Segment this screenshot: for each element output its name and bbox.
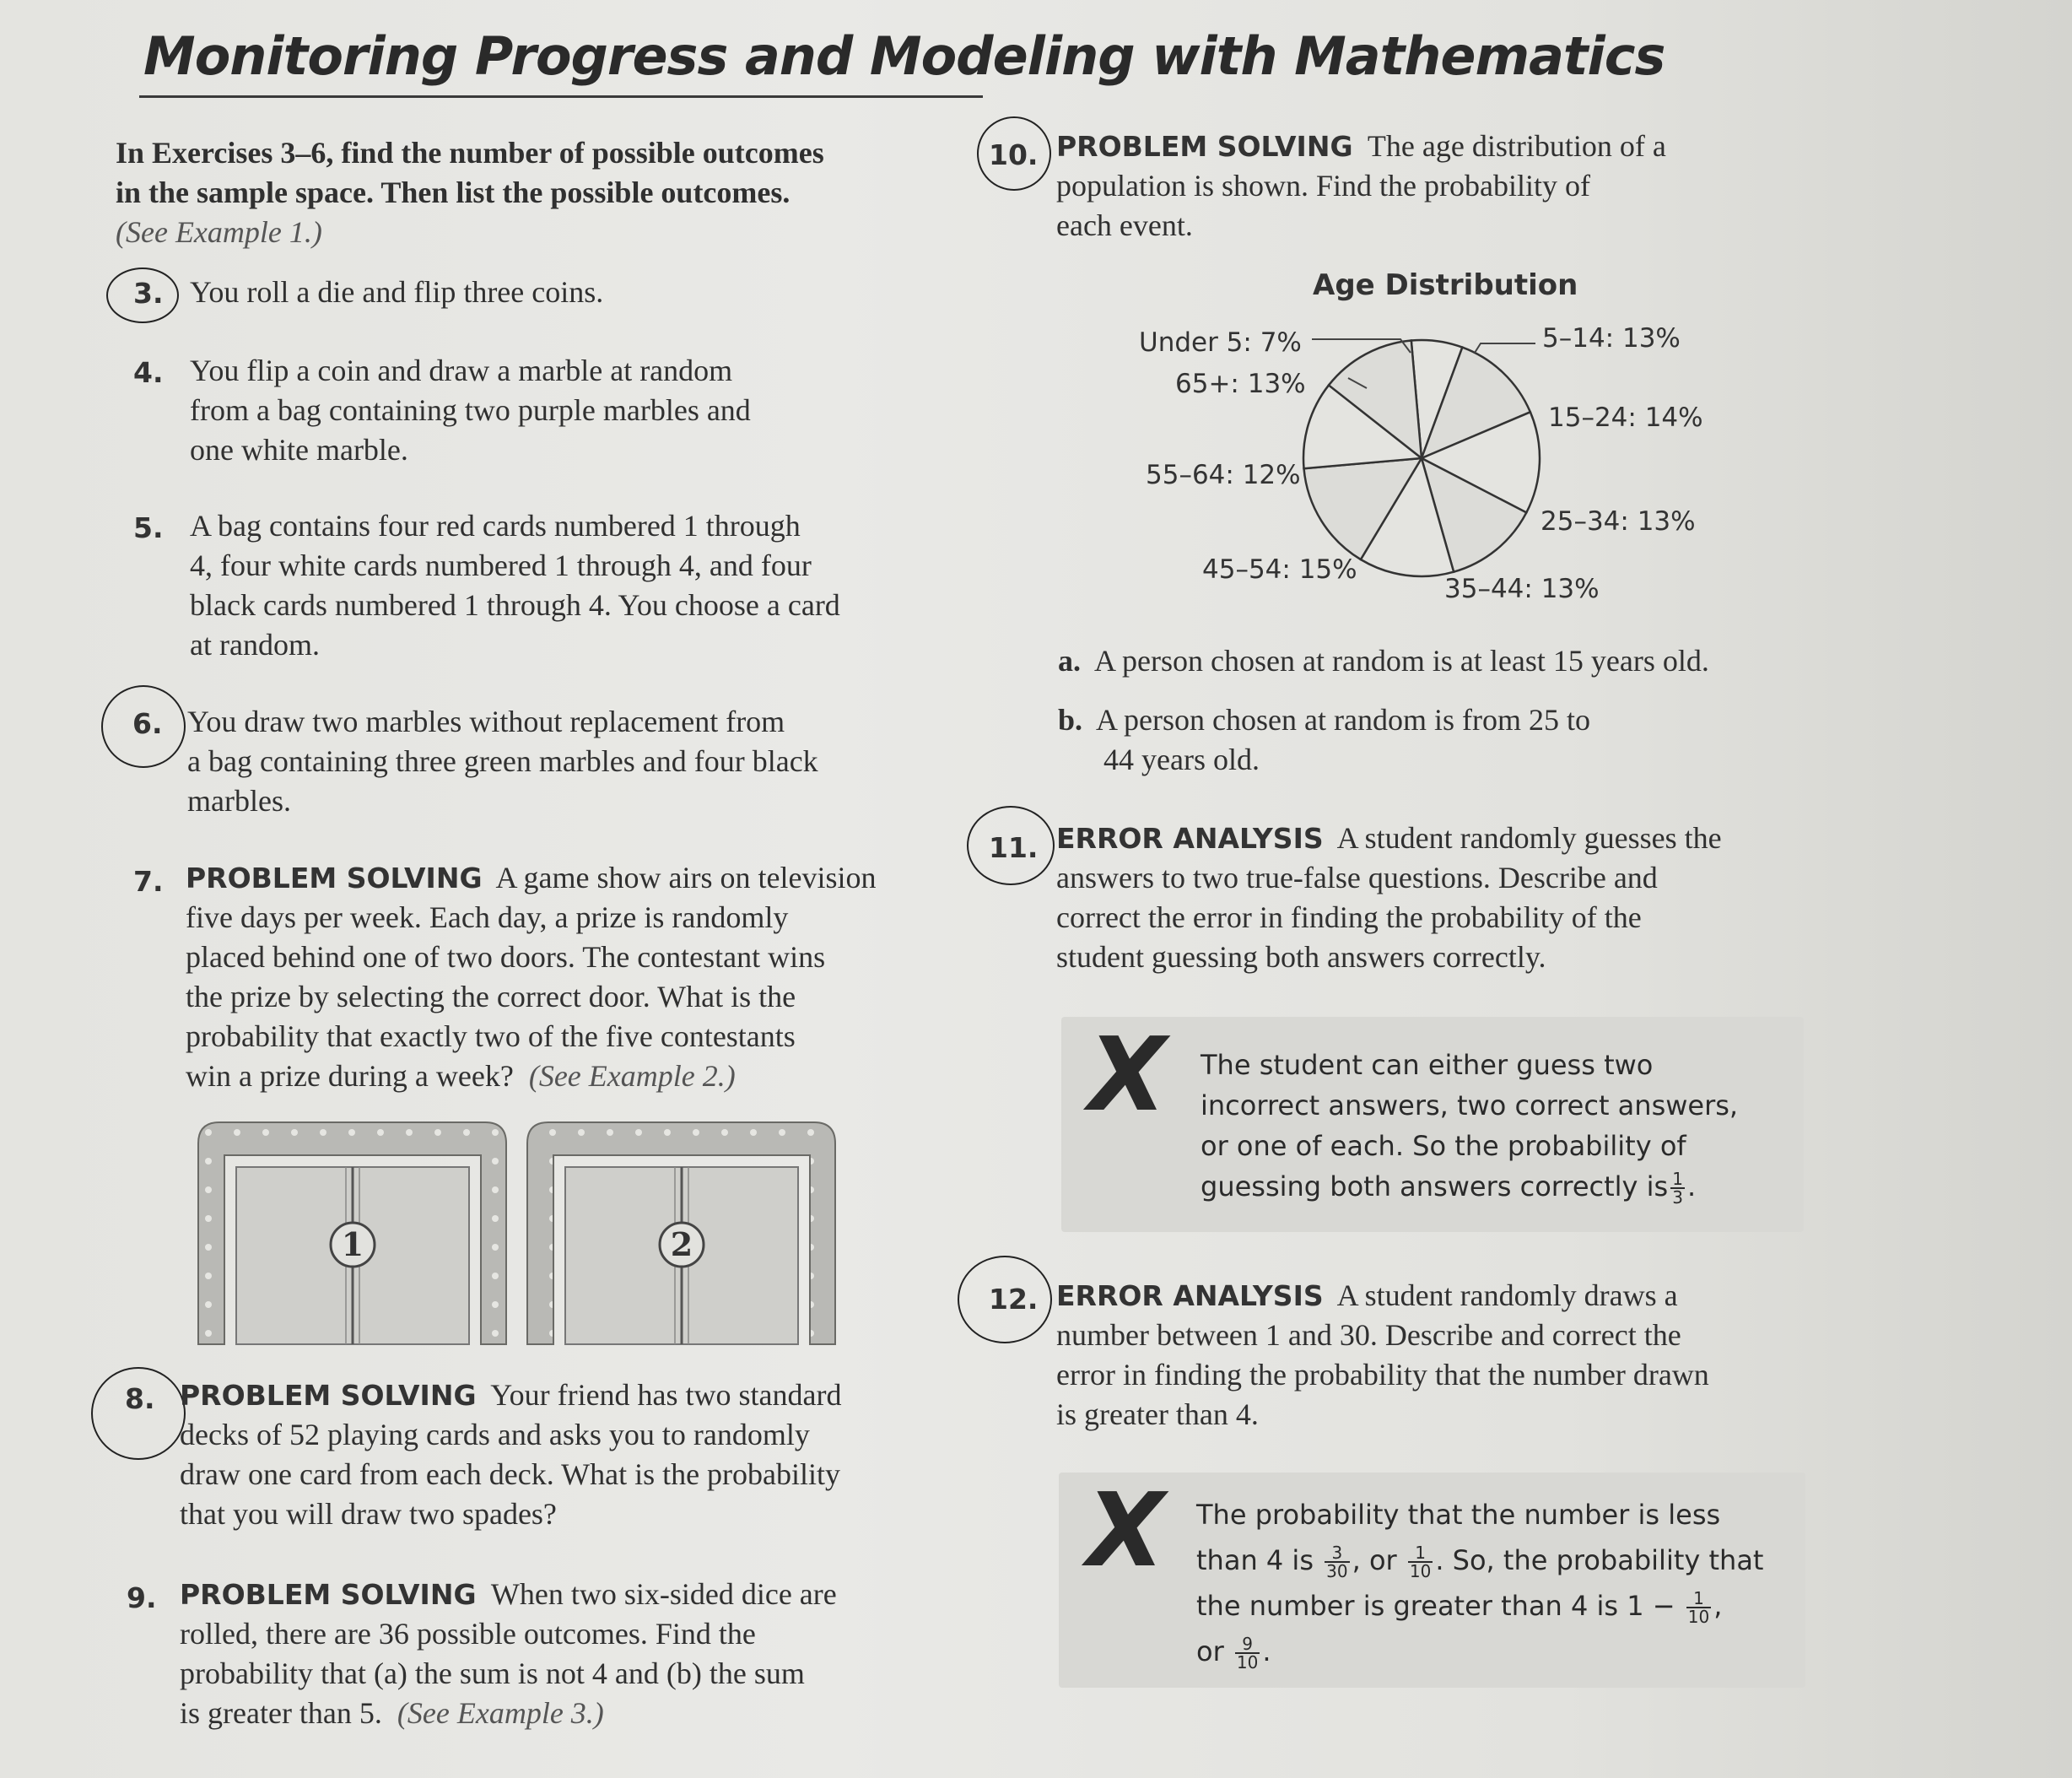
text-line: number between 1 and 30. Describe and correct the [1056,1318,1681,1352]
text-line: is greater than 4. [1056,1397,1259,1431]
error-work-text: The student can either guess two incorrect answers, two correct answers, or one of each. So the probability of guessing both answers correctly is $\frac{1}{3}$ . [1201,1045,1738,1207]
text-line: or [1196,1635,1224,1667]
text-line: or one of each. So the probability of [1201,1130,1686,1162]
text-line: The student can either guess two [1201,1049,1654,1081]
example-reference: (See Example 1.) [116,215,322,249]
text-line: A student randomly draws a [1336,1278,1678,1312]
part-letter: a. [1058,644,1081,678]
exercise-number: 6. [132,707,163,740]
problem-label: PROBLEM SOLVING [186,862,483,894]
text-line: incorrect answers, two correct answers, [1201,1089,1739,1121]
game-show-doors-illustration [194,1118,844,1346]
text-line: You draw two marbles without replacement from [187,705,785,738]
exercise-3-text: You roll a die and flip three coins. [190,275,604,309]
exercise-10-text [1056,127,1666,246]
instructions-line: In Exercises 3–6, find the number of possible outcomes [116,136,824,170]
example-reference: (See Example 2.) [528,1059,736,1093]
door-number-1: 1 [341,1225,364,1263]
numerator: 9 [1235,1635,1260,1654]
page-title: Monitoring Progress and Modeling with Mathematics [143,25,1665,87]
instructions-line: in the sample space. Then list the possible outcomes. [116,176,790,209]
pie-label-under-5: Under 5: 7% [1139,327,1302,358]
pie-label-25-34: 25–34: 13% [1541,506,1696,537]
text-line: A game show airs on television [495,861,877,894]
text-line: The age distribution of a [1367,129,1666,163]
exercise-7-text [186,858,876,1096]
denominator: 30 [1326,1561,1348,1581]
error-x-mark: X [1087,1473,1165,1590]
chart-title: Age Distribution [1313,268,1578,302]
text-line: , [1713,1590,1723,1622]
text-line: black cards numbered 1 through 4. You choose a card [190,588,840,622]
text-line: probability that exactly two of the five contestants [186,1019,796,1053]
pie-label-55-64: 55–64: 12% [1146,460,1301,490]
text-line: placed behind one of two doors. The contestant wins [186,940,826,974]
problem-label: ERROR ANALYSIS [1056,1279,1324,1312]
numerator: 1 [1686,1590,1711,1608]
exercise-12-text [1056,1276,1709,1435]
text-line: win a prize during a week? [186,1059,514,1093]
exercise-number: 10. [989,138,1039,171]
text-line: A person chosen at random is at least 15 years old. [1094,644,1709,678]
exercise-number: 8. [125,1382,155,1415]
text-line: student guessing both answers correctly. [1056,940,1546,974]
exercise-8-text [180,1375,842,1534]
text-line: A person chosen at random is from 25 to [1096,703,1590,737]
numerator: 1 [1408,1544,1433,1563]
text-line: rolled, there are 36 possible outcomes. Find the [180,1617,756,1651]
text-line: A student randomly guesses the [1336,821,1722,855]
problem-label: PROBLEM SOLVING [1056,130,1353,163]
instructions [116,133,824,252]
denominator: 10 [1687,1607,1710,1627]
pie-label-45-54: 45–54: 15% [1202,554,1357,585]
text-line: a bag containing three green marbles and four black [187,744,818,778]
problem-label: PROBLEM SOLVING [180,1379,477,1412]
exercise-number: 3. [133,277,164,310]
exercise-6-text [187,702,818,821]
text-line: draw one card from each deck. What is the probability [180,1457,841,1491]
text-line: The probability that the number is less [1196,1499,1721,1531]
exercise-number: 5. [133,511,164,544]
pie-label-35-44: 35–44: 13% [1444,574,1600,604]
text-line: 4, four white cards numbered 1 through 4, and four [190,549,812,582]
text-line: You flip a coin and draw a marble at random [190,354,733,387]
fraction [1325,1544,1349,1580]
text-line: population is shown. Find the probability of [1056,169,1590,203]
text-line: guessing both answers correctly is [1201,1170,1669,1202]
exercise-5-text [190,506,840,665]
text-line: five days per week. Each day, a prize is randomly [186,900,789,934]
pie-label-65-plus: 65+: 13% [1175,369,1306,399]
problem-label: ERROR ANALYSIS [1056,822,1324,855]
text-line: A bag contains four red cards numbered 1 through [190,509,801,543]
leader-line-5-14 [1475,343,1535,353]
exercise-number: 7. [133,865,164,898]
text-line: the number is greater than 4 is 1 − [1196,1590,1675,1622]
text-line: that you will draw two spades? [180,1497,557,1531]
text-line: at random. [190,628,320,662]
title-rule [139,95,983,98]
text-line: answers to two true-false questions. Describe and [1056,861,1658,894]
example-reference: (See Example 3.) [397,1696,604,1730]
text-line: from a bag containing two purple marbles and [190,393,751,427]
text-line: is greater than 5. [180,1696,382,1730]
text-line: . So, the probability that [1435,1544,1764,1576]
text-line: error in finding the probability that the number drawn [1056,1358,1709,1392]
fraction [1686,1590,1711,1625]
exercise-number: 4. [133,356,164,389]
fraction [1408,1544,1433,1580]
exercise-9-text [180,1575,837,1733]
text-line: each event. [1056,208,1193,242]
exercise-11-text [1056,819,1722,977]
error-work-text [1196,1492,1763,1674]
pie-label-15-24: 15–24: 14% [1548,403,1703,433]
text-line: than 4 is [1196,1544,1314,1576]
exercise-number: 12. [989,1283,1039,1316]
text-line: , or [1352,1544,1397,1576]
numerator: 1 [1672,1169,1683,1189]
pie-label-5-14: 5–14: 13% [1542,323,1681,354]
exercise-10b [1058,700,1590,780]
fraction [1670,1170,1685,1206]
denominator: 10 [1236,1652,1259,1673]
text-line: the prize by selecting the correct door. What is the [186,980,796,1013]
text-line: marbles. [187,784,291,818]
exercise-10a [1058,641,1709,681]
text-line: probability that (a) the sum is not 4 and (b) the sum [180,1656,805,1690]
door-number-2: 2 [670,1225,693,1263]
text-line: Your friend has two standard [490,1378,842,1412]
text-line: one white marble. [190,433,408,467]
text-line: decks of 52 playing cards and asks you to randomly [180,1418,810,1451]
text-line: 44 years old. [1103,743,1260,776]
text-line: When two six-sided dice are [490,1577,837,1611]
exercise-number: 9. [127,1581,157,1614]
text-line: correct the error in finding the probability of the [1056,900,1642,934]
denominator: 3 [1672,1187,1683,1208]
part-letter: b. [1058,703,1083,737]
denominator: 10 [1409,1561,1432,1581]
exercise-number: 11. [989,831,1039,864]
fraction [1235,1635,1260,1671]
problem-label: PROBLEM SOLVING [180,1578,477,1611]
exercise-4-text [190,351,751,470]
numerator: 3 [1325,1544,1349,1563]
text-line: . [1262,1635,1271,1667]
error-x-mark: X [1088,1017,1167,1134]
